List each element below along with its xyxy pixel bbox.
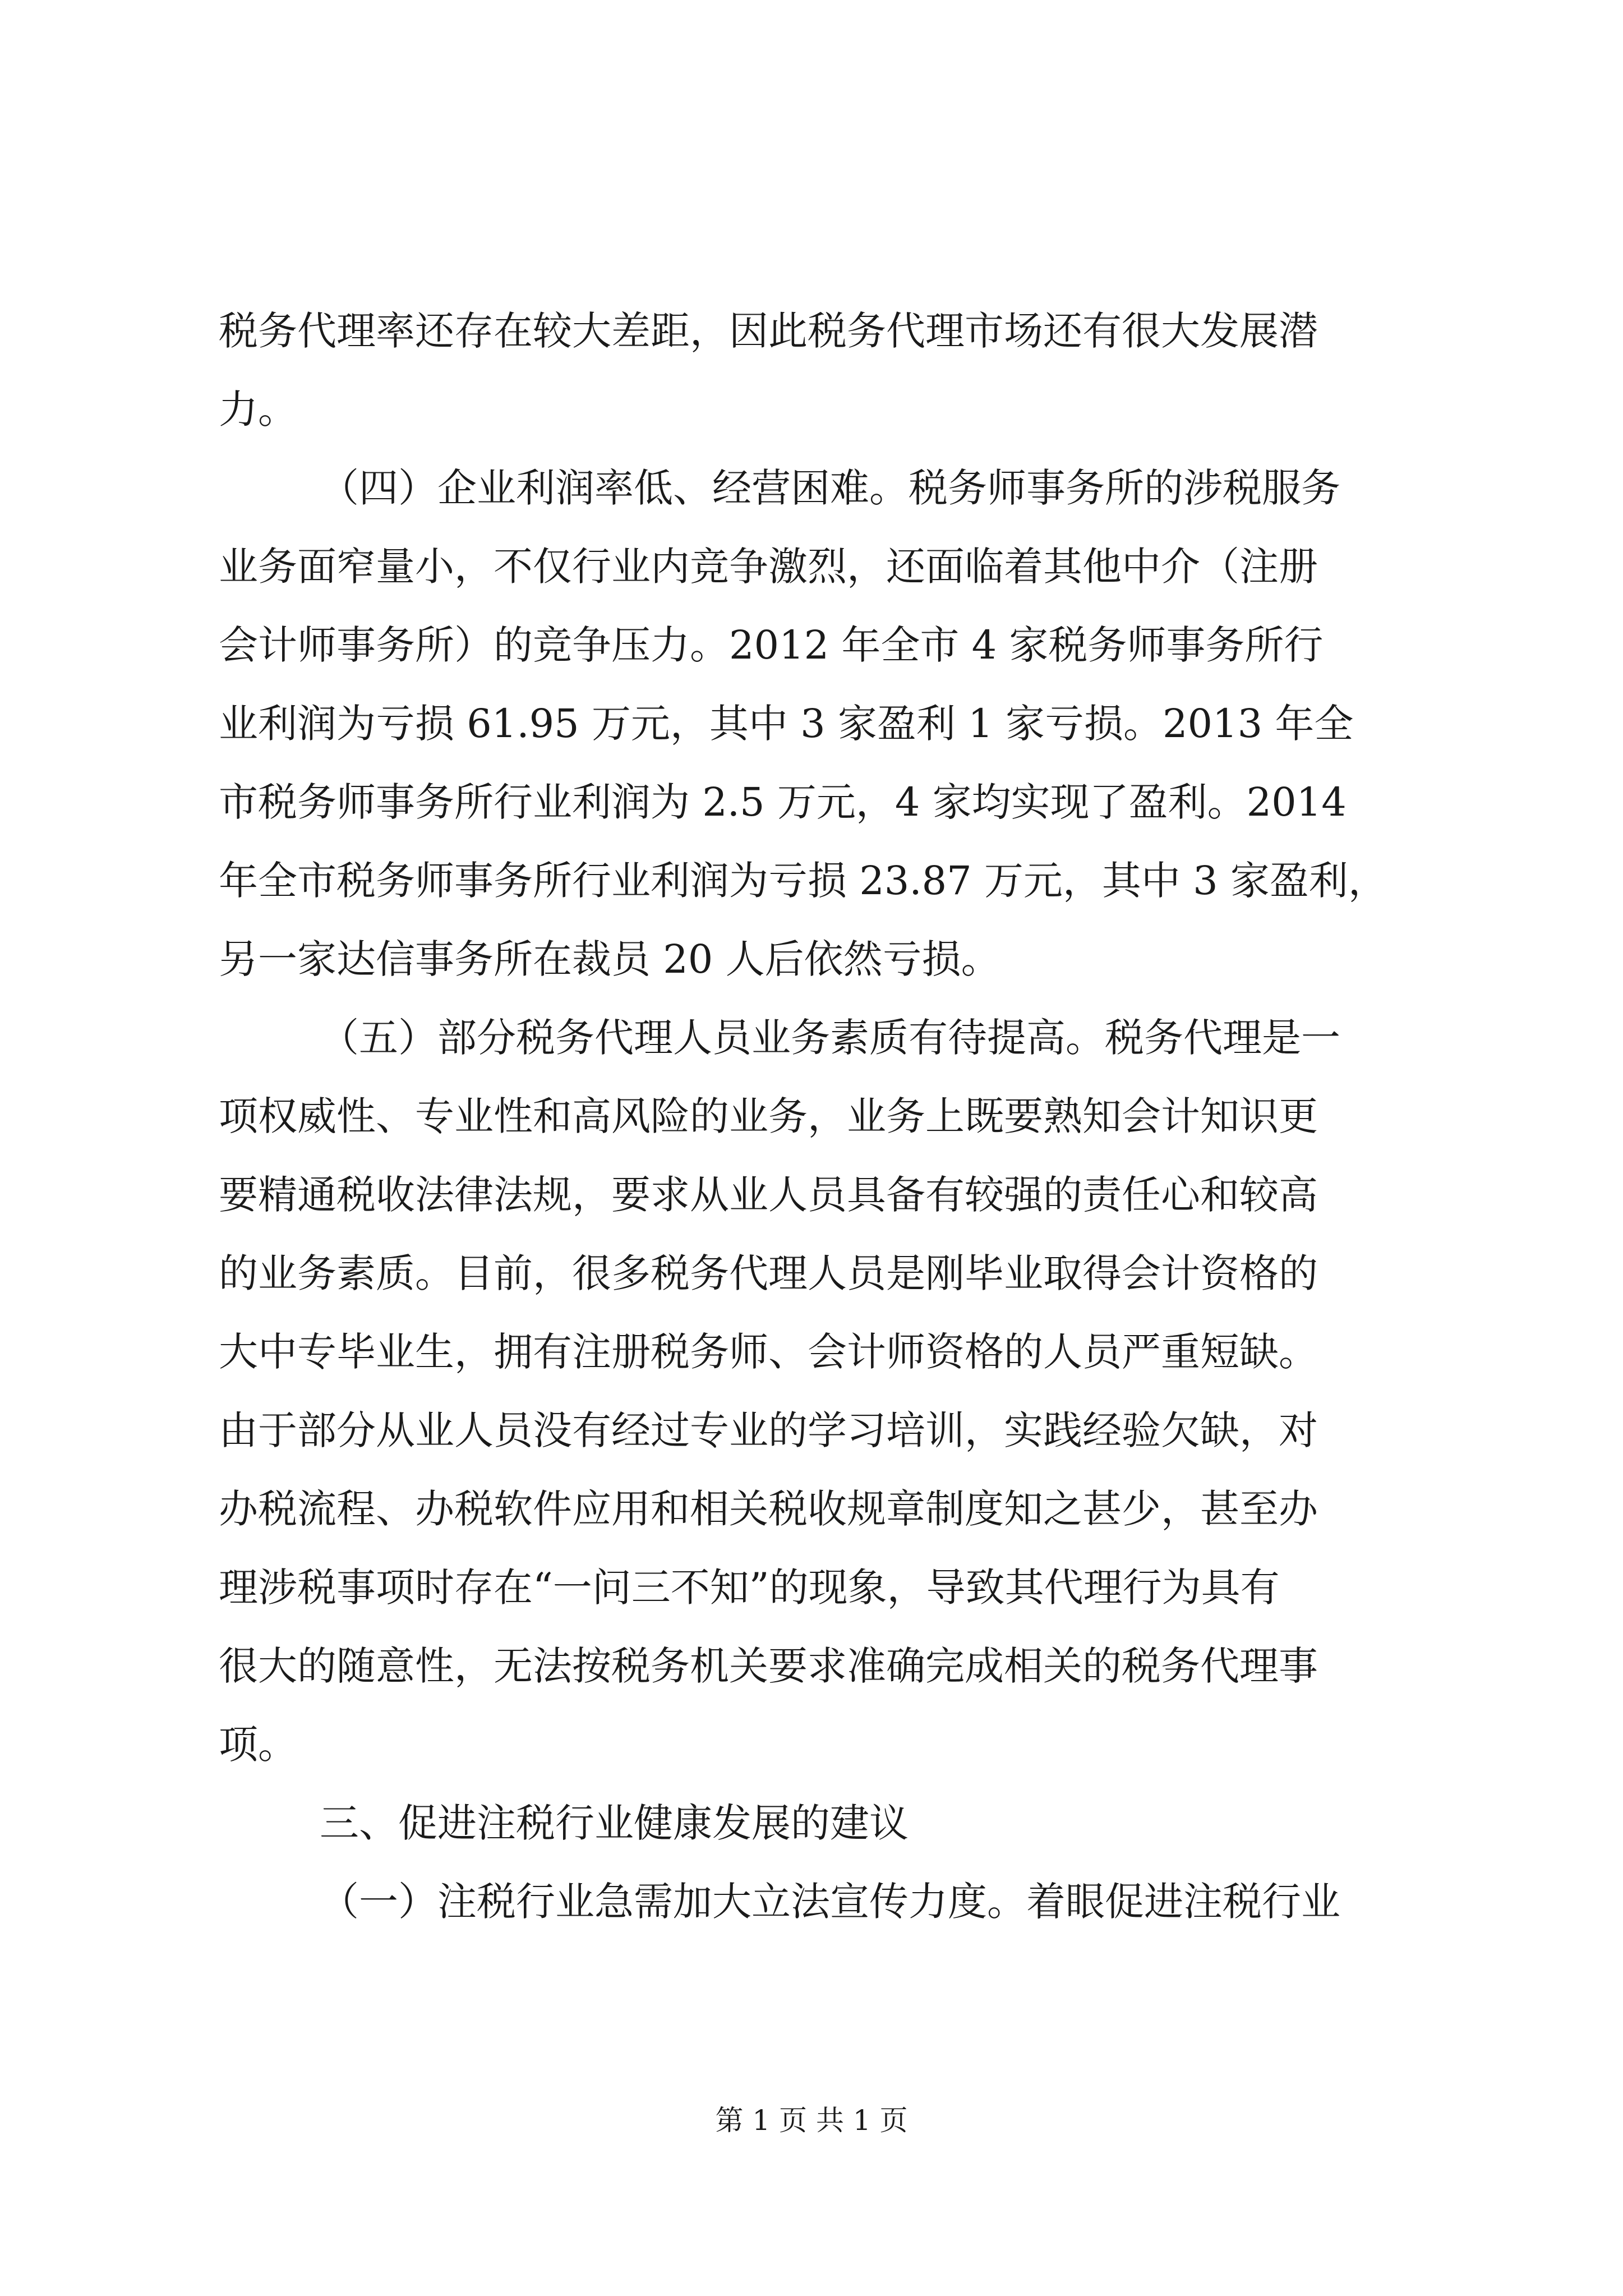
text-line: 项。 xyxy=(219,1722,297,1768)
text-line: 业利润为亏损 61.95 万元，其中 3 家盈利 1 家亏损。2013 年全 xyxy=(219,701,1354,747)
text-line: 大中专毕业生，拥有注册税务师、会计师资格的人员严重短缺。 xyxy=(219,1329,1318,1375)
document-body xyxy=(219,292,1441,1941)
text-line: 办税流程、办税软件应用和相关税收规章制度知之甚少，甚至办 xyxy=(219,1486,1318,1532)
text-line: 的业务素质。目前，很多税务代理人员是刚毕业取得会计资格的 xyxy=(219,1250,1318,1296)
text-line: 市税务师事务所行业利润为 2.5 万元，4 家均实现了盈利。2014 xyxy=(219,779,1347,825)
text-line: 理涉税事项时存在“一问三不知”的现象，导致其代理行为具有 xyxy=(219,1565,1280,1611)
text-line: 项权威性、专业性和高风险的业务，业务上既要熟知会计知识更 xyxy=(219,1093,1318,1139)
text-line: 年全市税务师事务所行业利润为亏损 23.87 万元，其中 3 家盈利， xyxy=(219,858,1387,904)
text-line: 由于部分从业人员没有经过专业的学习培训，实践经验欠缺，对 xyxy=(219,1407,1318,1453)
section-heading: 三、促进注税行业健康发展的建议 xyxy=(320,1800,909,1846)
text-line: 很大的随意性，无法按税务机关要求准确完成相关的税务代理事 xyxy=(219,1643,1318,1689)
text-line: 税务代理率还存在较大差距，因此税务代理市场还有很大发展潜 xyxy=(219,308,1318,354)
text-line: 业务面窄量小，不仅行业内竞争激烈，还面临着其他中介（注册 xyxy=(219,544,1318,590)
text-line: 要精通税收法律法规，要求从业人员具备有较强的责任心和较高 xyxy=(219,1172,1318,1218)
text-line: 另一家达信事务所在裁员 20 人后依然亏损。 xyxy=(219,936,1000,982)
text-line: 力。 xyxy=(219,386,297,432)
paragraph-start-line: （五）部分税务代理人员业务素质有待提高。税务代理是一 xyxy=(320,1015,1340,1061)
text-line: 会计师事务所）的竞争压力。2012 年全市 4 家税务师事务所行 xyxy=(219,622,1324,668)
page-footer: 第 1 页 共 1 页 xyxy=(715,2104,908,2137)
paragraph-start-line: （四）企业利润率低、经营困难。税务师事务所的涉税服务 xyxy=(320,465,1340,511)
paragraph-start-line: （一）注税行业急需加大立法宣传力度。着眼促进注税行业 xyxy=(320,1879,1340,1925)
